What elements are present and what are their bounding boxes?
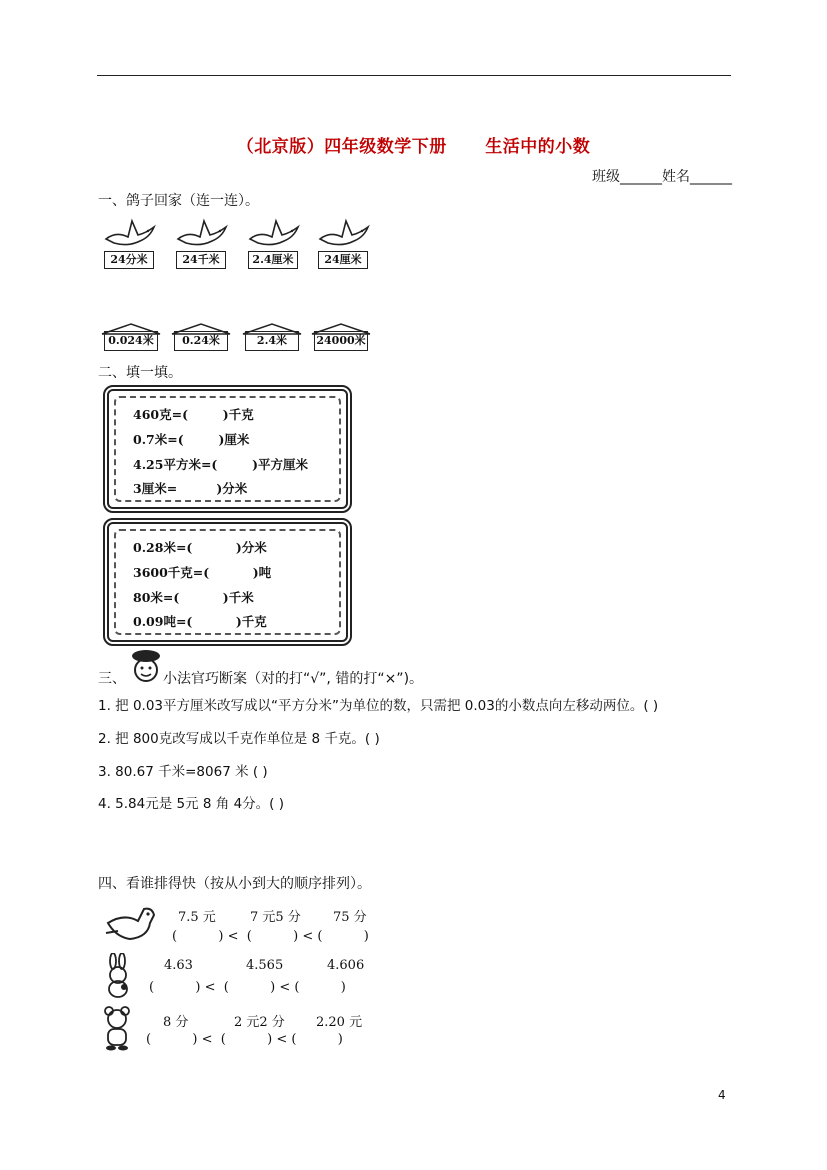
- fill-item[interactable]: 0.7米=( )厘米: [133, 432, 250, 447]
- bird-label: 24千米: [176, 251, 226, 269]
- sort-value: 7.5 元: [178, 910, 216, 925]
- sort-value: 2.20 元: [316, 1015, 363, 1030]
- house-label: 24000米: [314, 331, 368, 351]
- sort-value: 4.606: [327, 958, 365, 973]
- sort-value: 4.63: [164, 958, 193, 973]
- sort-value: 75 分: [333, 910, 367, 925]
- dove-icon: [246, 217, 302, 251]
- sort-value: 8 分: [163, 1015, 189, 1030]
- fill-item[interactable]: 3厘米= )分米: [133, 481, 248, 496]
- fill-box-1: [103, 385, 352, 513]
- house-label: 0.024米: [104, 331, 158, 351]
- dove-icon: [102, 217, 158, 251]
- section4-heading: 四、看谁排得快（按从小到大的顺序排列）。: [98, 876, 371, 892]
- judge-item-4[interactable]: 4. 5.84元是 5元 8 角 4分。( ): [98, 796, 284, 812]
- judge-item-3[interactable]: 3. 80.67 千米=8067 米 ( ): [98, 764, 268, 780]
- bird-cartoon-icon: [104, 903, 160, 945]
- section2-heading: 二、填一填。: [98, 365, 182, 381]
- judge-item-1[interactable]: 1. 把 0.03平方厘米改写成以“平方分米”为单位的数，只需把 0.03的小数点向左移动两位。( ): [98, 698, 659, 714]
- header-rule: [97, 75, 731, 76]
- page-number: 4: [718, 1088, 726, 1102]
- judge-mascot-icon: [130, 648, 162, 686]
- bird-label: 24厘米: [318, 251, 368, 269]
- sort-value: 2 元2 分: [234, 1015, 285, 1030]
- fill-item[interactable]: 460克=( )千克: [133, 407, 254, 422]
- judge-item-2[interactable]: 2. 把 800克改写成以千克作单位是 8 千克。( ): [98, 731, 380, 747]
- sort-blanks[interactable]: ( ) < ( ) < ( ): [172, 929, 369, 944]
- sort-blanks[interactable]: ( ) < ( ) < ( ): [149, 980, 346, 995]
- dove-icon: [174, 217, 230, 251]
- house-card-2[interactable]: [170, 320, 232, 354]
- section3-prefix: 三、: [98, 671, 126, 687]
- teddy-bear-icon: [101, 1005, 133, 1051]
- sort-value: 4.565: [246, 958, 284, 973]
- class-name-line: 班级______姓名______: [592, 169, 732, 185]
- bird-card-1[interactable]: [102, 217, 158, 277]
- house-label: 2.4米: [245, 331, 299, 351]
- bird-card-4[interactable]: [316, 217, 372, 277]
- fill-item[interactable]: 0.28米=( )分米: [133, 540, 267, 555]
- section1-heading: 一、鸽子回家（连一连）。: [98, 193, 259, 209]
- fill-item[interactable]: 3600千克=( )吨: [133, 565, 272, 580]
- house-card-1[interactable]: [100, 320, 162, 354]
- fill-item[interactable]: 0.09吨=( )千克: [133, 614, 267, 629]
- house-card-4[interactable]: [310, 320, 372, 354]
- sort-blanks[interactable]: ( ) < ( ) < ( ): [146, 1032, 343, 1047]
- bird-label: 2.4厘米: [248, 251, 298, 269]
- fill-item[interactable]: 80米=( )千米: [133, 590, 254, 605]
- bird-card-3[interactable]: [246, 217, 302, 277]
- fill-item[interactable]: 4.25平方米=( )平方厘米: [133, 457, 309, 472]
- bird-label: 24分米: [104, 251, 154, 269]
- page-title: （北京版）四年级数学下册 生活中的小数: [236, 137, 591, 157]
- section3-heading: 小法官巧断案（对的打“√”, 错的打“×”)。: [163, 671, 424, 687]
- fill-box-2: [103, 518, 352, 646]
- house-label: 0.24米: [174, 331, 228, 351]
- bird-card-2[interactable]: [174, 217, 230, 277]
- sort-value: 7 元5 分: [250, 910, 301, 925]
- dove-icon: [316, 217, 372, 251]
- house-card-3[interactable]: [241, 320, 303, 354]
- rabbit-icon: [102, 953, 134, 999]
